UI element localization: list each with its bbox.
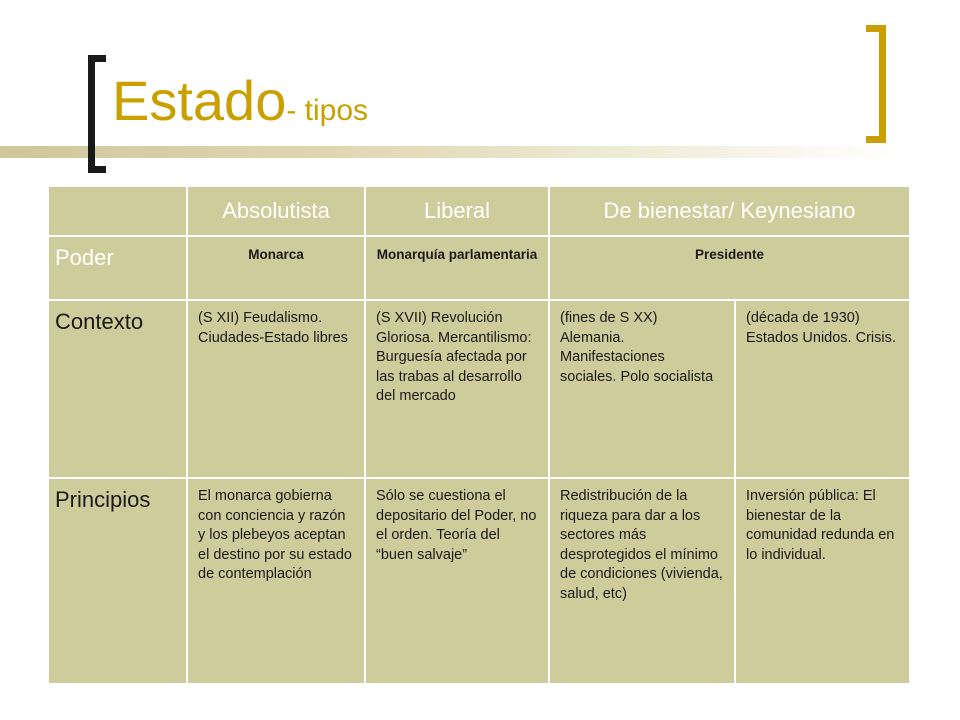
header-bienestar: De bienestar/ Keynesiano <box>549 186 910 236</box>
header-absolutista: Absolutista <box>187 186 365 236</box>
header-corner-cell <box>48 186 187 236</box>
contexto-absolutista: (S XII) Feudalismo. Ciudades-Estado libres <box>187 300 365 478</box>
title-underline-bar <box>0 146 900 158</box>
title-subtitle: - tipos <box>286 94 369 127</box>
principios-bienestar-redistribucion: Redistribución de la riqueza para dar a los sectores más desprotegidos el mínimo de condiciones (vivienda, salud, etc) <box>549 478 735 684</box>
principios-liberal: Sólo se cuestiona el depositario del Poder, no el orden. Teoría del “buen salvaje” <box>365 478 549 684</box>
left-bracket-decoration <box>88 55 106 173</box>
title-main: Estado <box>112 69 287 132</box>
poder-liberal: Monarquía parlamentaria <box>365 236 549 300</box>
contexto-bienestar-eeuu: (década de 1930) Estados Unidos. Crisis. <box>735 300 910 478</box>
principios-bienestar-inversion: Inversión pública: El bienestar de la comunidad redunda en lo individual. <box>735 478 910 684</box>
contexto-bienestar-alemania: (fines de S XX) Alemania. Manifestaciones sociales. Polo socialista <box>549 300 735 478</box>
table-row-contexto <box>48 300 910 478</box>
poder-bienestar: Presidente <box>549 236 910 300</box>
principios-absolutista: El monarca gobierna con conciencia y razón y los plebeyos aceptan el destino por su estado de contemplación <box>187 478 365 684</box>
table-header-row <box>48 186 910 236</box>
row-label-poder: Poder <box>48 236 187 300</box>
slide-title <box>112 68 368 133</box>
table-row-poder <box>48 236 910 300</box>
contexto-liberal: (S XVII) Revolución Gloriosa. Mercantilismo: Burguesía afectada por las trabas al desarrollo del mercado <box>365 300 549 478</box>
state-types-table <box>47 185 911 685</box>
poder-absolutista: Monarca <box>187 236 365 300</box>
header-liberal: Liberal <box>365 186 549 236</box>
right-bracket-decoration <box>866 25 886 143</box>
row-label-principios: Principios <box>48 478 187 684</box>
table-row-principios <box>48 478 910 684</box>
row-label-contexto: Contexto <box>48 300 187 478</box>
